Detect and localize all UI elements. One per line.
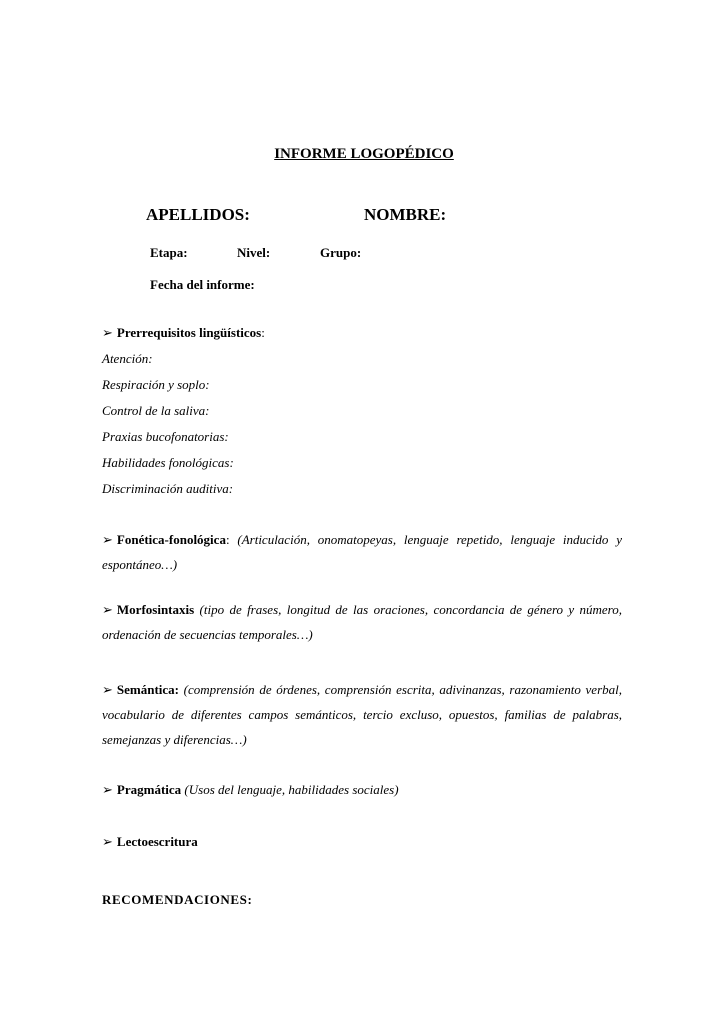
nivel-label: Nivel: bbox=[237, 245, 271, 260]
fonetica-sep: : bbox=[225, 532, 238, 547]
page-title: INFORME LOGOPÉDICO bbox=[274, 146, 454, 162]
item-respiracion: Respiración y soplo: bbox=[102, 377, 210, 392]
semantica-heading: Semántica: bbox=[116, 682, 180, 697]
recomendaciones-heading: RECOMENDACIONES: bbox=[102, 892, 253, 907]
section-lectoescritura bbox=[102, 829, 622, 854]
section-semantica bbox=[102, 677, 622, 752]
semantica-desc: (comprensión de órdenes, comprensión escrita, adivinanzas, razonamiento verbal, vocabulario de diferentes campos semánticos, tercio excluso, opuestos, familias de palabras, semejanzas y diferencias…) bbox=[102, 682, 623, 747]
arrow-bullet-icon: ➢ bbox=[102, 682, 113, 697]
pragmatica-heading: Pragmática bbox=[116, 782, 182, 797]
section-pragmatica bbox=[102, 777, 622, 802]
pragmatica-desc: (Usos del lenguaje, habilidades sociales) bbox=[184, 782, 399, 797]
arrow-bullet-icon: ➢ bbox=[102, 602, 113, 617]
section-morfosintaxis bbox=[102, 597, 622, 647]
fecha-label: Fecha del informe: bbox=[150, 277, 255, 292]
morfosintaxis-heading: Morfosintaxis bbox=[116, 602, 195, 617]
nombre-label: NOMBRE: bbox=[364, 205, 447, 224]
arrow-bullet-icon: ➢ bbox=[102, 782, 113, 797]
fonetica-desc: (Articulación, onomatopeyas, lenguaje repetido, lenguaje inducido y espontáneo…) bbox=[102, 532, 622, 572]
item-habilidades-fonologicas: Habilidades fonológicas: bbox=[102, 455, 234, 470]
arrow-bullet-icon: ➢ bbox=[102, 834, 113, 849]
apellidos-label: APELLIDOS: bbox=[146, 205, 250, 224]
section-fonetica bbox=[102, 527, 622, 577]
arrow-bullet-icon: ➢ bbox=[102, 325, 113, 340]
etapa-label: Etapa: bbox=[150, 245, 188, 260]
lectoescritura-heading: Lectoescritura bbox=[116, 834, 198, 849]
prerrequisitos-colon: : bbox=[261, 325, 265, 340]
item-discriminacion: Discriminación auditiva: bbox=[102, 481, 234, 496]
fonetica-heading: Fonética-fonológica bbox=[116, 532, 226, 547]
grupo-label: Grupo: bbox=[320, 245, 362, 260]
prerrequisitos-heading bbox=[102, 325, 265, 341]
item-control-saliva: Control de la saliva: bbox=[102, 403, 210, 418]
item-atencion: Atención: bbox=[102, 351, 153, 366]
arrow-bullet-icon: ➢ bbox=[102, 532, 113, 547]
item-praxias: Praxias bucofonatorias: bbox=[102, 429, 229, 444]
prerrequisitos-title: Prerrequisitos lingüísticos bbox=[116, 325, 262, 340]
morfosintaxis-desc: (tipo de frases, longitud de las oraciones, concordancia de género y número, ordenación de secuencias temporales…) bbox=[102, 602, 622, 642]
